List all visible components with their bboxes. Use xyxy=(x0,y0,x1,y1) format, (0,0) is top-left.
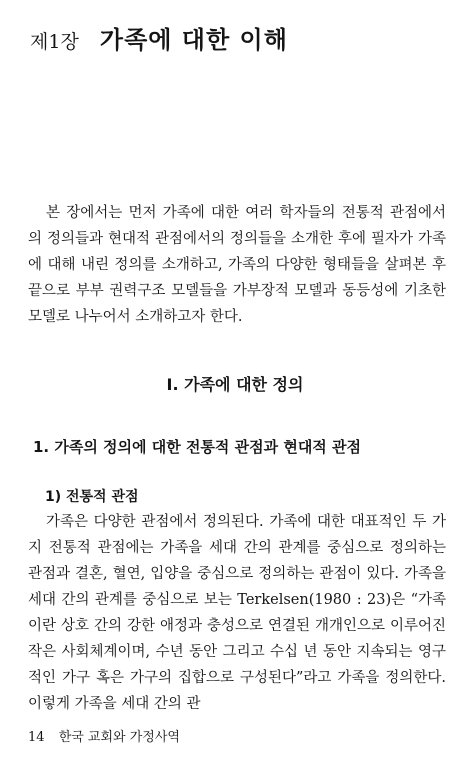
chapter-title: 가족에 대한 이해 xyxy=(99,26,288,54)
chapter-number: 제1장 xyxy=(30,31,79,53)
chapter-header xyxy=(30,20,288,55)
body-paragraph: 가족은 다양한 관점에서 정의된다. 가족에 대한 대표적인 두 가지 전통적 관점에는 가족을 세대 간의 관계를 중심으로 정의하는 관점과 결혼, 혈연, 입양을 중심으로 정의하는 관점이 있다. 가족을 세대 간의 관계를 중심으로 보는 Terkelsen(1980 : 23)은 “가족이란 상호 간의 강한 애정과 충성으로 연결된 개개인으로 이루어진 작은 사회체계이며, 수년 동안 그리고 수십 년 동안 지속되는 영구적인 가구 혹은 가구의 집합으로 구성된다”라고 가족을 정의한다. 이렇게 가족을 세대 간의 관 xyxy=(28,514,446,712)
subsection-heading: 1. 가족의 정의에 대한 전통적 관점과 현대적 관점 xyxy=(33,438,362,456)
intro-paragraph: 본 장에서는 먼저 가족에 대한 여러 학자들의 전통적 관점에서의 정의들과 현대적 관점에서의 정의들을 소개한 후에 필자가 가족에 대해 내린 정의를 소개하고, 가족의 다양한 형태들을 살펴본 후 끝으로 부부 권력구조 모델들을 가부장적 모델과 동등성에 기초한 모델로 나누어서 소개하고자 한다. xyxy=(28,205,446,325)
subsubsection-heading: 1) 전통적 관점 xyxy=(45,489,139,505)
page-number: 14 xyxy=(28,730,45,745)
page-footer xyxy=(28,726,180,745)
running-book-title: 한국 교회와 가정사역 xyxy=(58,730,180,745)
section-heading: I. 가족에 대한 정의 xyxy=(166,375,304,394)
